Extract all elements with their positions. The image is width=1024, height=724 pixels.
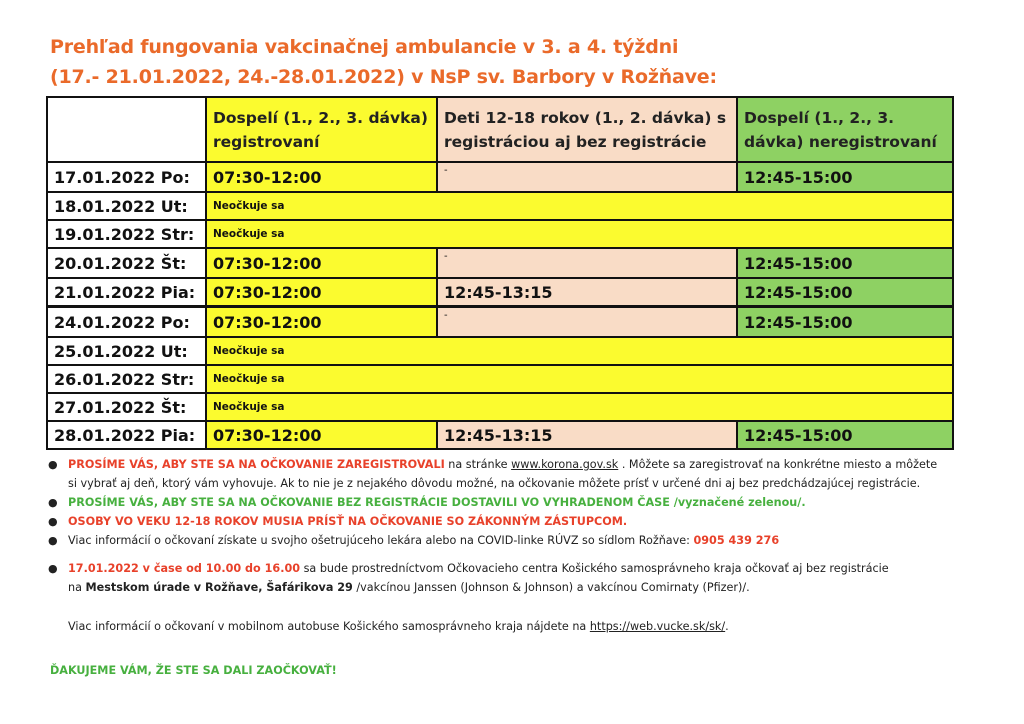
table-row: [47, 337, 953, 365]
table-row: [47, 393, 953, 421]
note-green-emphasis: PROSÍME VÁS, ABY STE SA NA OČKOVANIE BEZ REGISTRÁCIE DOSTAVILI VO VYHRADENOM ČASE /vyznačené zelenou/.: [68, 496, 806, 509]
kids-time: 12:45-13:15: [437, 421, 737, 449]
note-location: Mestskom úrade v Rožňave, Šafárikova 29: [85, 581, 353, 594]
kids-time: -: [437, 162, 737, 192]
day-label: 17.01.2022 Po:: [47, 162, 206, 192]
day-label: 19.01.2022 Str:: [47, 220, 206, 248]
adults-time: 07:30-12:00: [206, 278, 437, 307]
note-register-emphasis: PROSÍME VÁS, ABY STE SA NA OČKOVANIE ZAREGISTROVALI: [68, 458, 445, 471]
header-adults-registered: Dospelí (1., 2., 3. dávka) registrovaní: [206, 97, 437, 162]
bullet-icon: ●: [48, 458, 58, 471]
bullet-icon: ●: [48, 562, 58, 575]
note-minors-emphasis: OSOBY VO VEKU 12-18 ROKOV MUSIA PRÍSŤ NA OČKOVANIE SO ZÁKONNÝM ZÁSTUPCOM.: [68, 515, 628, 528]
note-city-office: [48, 559, 978, 597]
korona-link[interactable]: www.korona.gov.sk: [511, 458, 619, 471]
kids-time: -: [437, 307, 737, 338]
note-register: [48, 455, 978, 493]
day-label: 24.01.2022 Po:: [47, 307, 206, 338]
note-minors: [48, 512, 978, 531]
note-text: /vakcínou Janssen (Johnson & Johnson) a vakcínou Comirnaty (Pfizer)/.: [352, 581, 750, 594]
table-row: [47, 421, 953, 449]
day-label: 18.01.2022 Ut:: [47, 192, 206, 220]
table-header-row: [47, 97, 953, 162]
table-row: [47, 278, 953, 307]
thanks-message: ĎAKUJEME VÁM, ŽE STE SA DALI ZAOČKOVAŤ!: [50, 664, 337, 677]
page-title-line2: (17.- 21.01.2022, 24.-28.01.2022) v NsP sv. Barbory v Rožňave:: [50, 66, 717, 88]
bullet-icon: ●: [48, 515, 58, 528]
adults-time: 07:30-12:00: [206, 307, 437, 338]
note-text: sa bude prostredníctvom Očkovacieho centra Košického samosprávneho kraja očkovať aj bez registrácie: [300, 562, 889, 575]
table-row: [47, 162, 953, 192]
bullet-icon: ●: [48, 534, 58, 547]
day-label: 28.01.2022 Pia:: [47, 421, 206, 449]
closed-note: Neočkuje sa: [206, 192, 953, 220]
table-row: [47, 248, 953, 278]
note-no-registration: [48, 493, 978, 512]
day-label: 20.01.2022 Št:: [47, 248, 206, 278]
unreg-time: 12:45-15:00: [737, 421, 953, 449]
closed-note: Neočkuje sa: [206, 220, 953, 248]
note-info-phone: [48, 531, 978, 550]
note-text: na stránke: [444, 458, 512, 471]
note-text: Viac informácií o očkovaní získate u svojho ošetrujúceho lekára alebo na COVID-linke RÚVZ so sídlom Rožňave:: [68, 534, 694, 547]
day-label: 27.01.2022 Št:: [47, 393, 206, 421]
note-text: si vybrať aj deň, ktorý vám vyhovuje. Ak to nie je z nejakého dôvodu možné, na očkovanie môžete prísť v určené dni aj bez predchádzajúcej registrácie.: [68, 477, 921, 490]
kids-time: 12:45-13:15: [437, 278, 737, 307]
unreg-time: 12:45-15:00: [737, 307, 953, 338]
adults-time: 07:30-12:00: [206, 248, 437, 278]
table-row: [47, 307, 953, 338]
more-info-text: Viac informácií o očkovaní v mobilnom autobuse Košického samosprávneho kraja nájdete na: [68, 620, 590, 633]
day-label: 25.01.2022 Ut:: [47, 337, 206, 365]
unreg-time: 12:45-15:00: [737, 278, 953, 307]
header-kids: Deti 12-18 rokov (1., 2. dávka) s registráciou aj bez registrácie: [437, 97, 737, 162]
unreg-time: 12:45-15:00: [737, 248, 953, 278]
header-empty-cell: [47, 97, 206, 162]
closed-note: Neočkuje sa: [206, 337, 953, 365]
note-text: . Môžete sa zaregistrovať na konkrétne miesto a môžete: [618, 458, 938, 471]
closed-note: Neočkuje sa: [206, 365, 953, 393]
day-label: 26.01.2022 Str:: [47, 365, 206, 393]
table-row: [47, 220, 953, 248]
more-info-end: .: [725, 620, 729, 633]
unreg-time: 12:45-15:00: [737, 162, 953, 192]
more-info-bus: [68, 620, 729, 633]
notes-list: [48, 455, 978, 597]
adults-time: 07:30-12:00: [206, 162, 437, 192]
day-label: 21.01.2022 Pia:: [47, 278, 206, 307]
adults-time: 07:30-12:00: [206, 421, 437, 449]
table-row: [47, 192, 953, 220]
bullet-icon: ●: [48, 496, 58, 509]
schedule-table: [46, 96, 954, 450]
closed-note: Neočkuje sa: [206, 393, 953, 421]
note-text: na: [68, 581, 86, 594]
header-adults-unregistered: Dospelí (1., 2., 3. dávka) neregistrovaní: [737, 97, 953, 162]
phone-number: 0905 439 276: [693, 534, 780, 547]
note-date-emphasis: 17.01.2022 v čase od 10.00 do 16.00: [68, 562, 301, 575]
table-row: [47, 365, 953, 393]
kids-time: -: [437, 248, 737, 278]
vucke-link[interactable]: https://web.vucke.sk/sk/: [589, 620, 726, 633]
page-title-line1: Prehľad fungovania vakcinačnej ambulancie v 3. a 4. týždni: [50, 36, 679, 58]
